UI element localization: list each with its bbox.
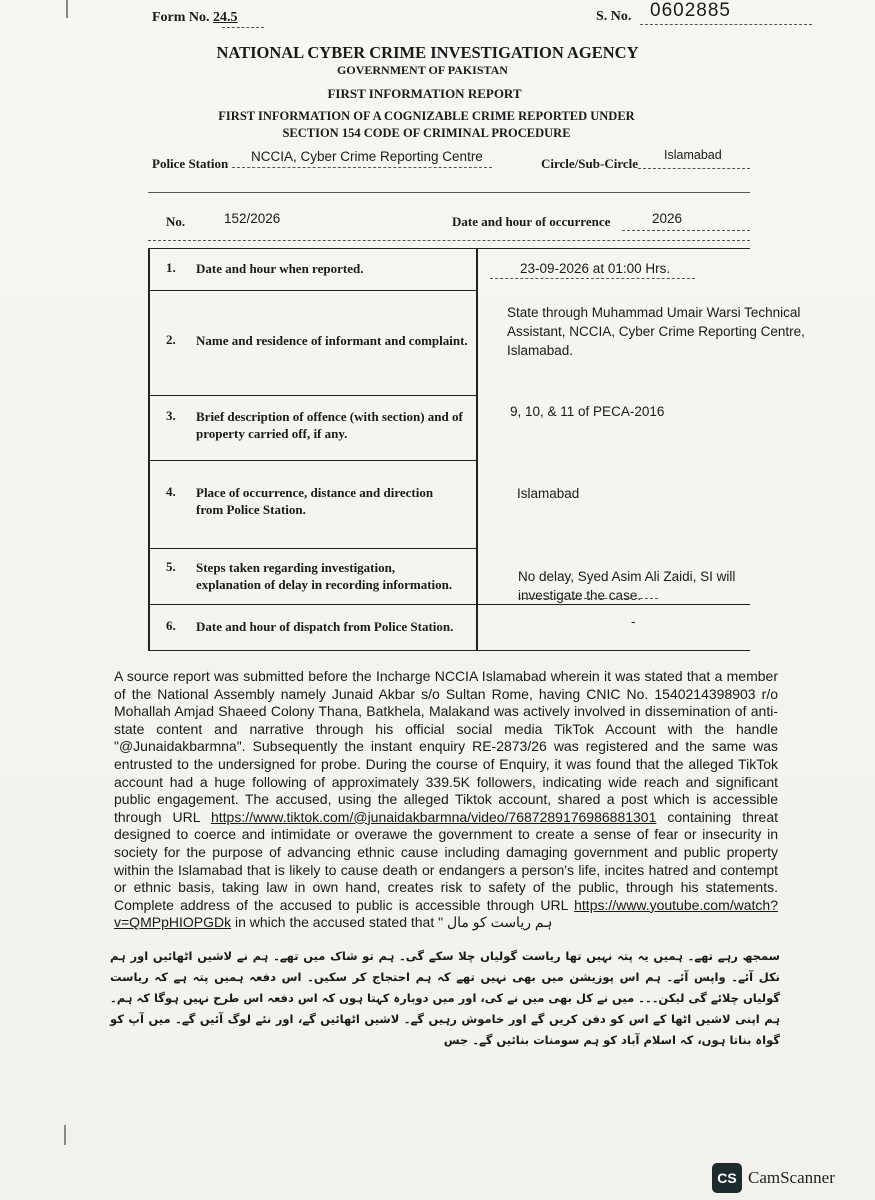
urdu-statement: سمجھ رہے تھے۔ ہمیں یہ پتہ نہیں تھا ریاست گولیاں چلا سکے گی۔ ہم تو شاک میں تھے۔ ہم نے لاشیں اٹھائیں اور ہم نکل آئے۔ واپس آئے۔ ہم اس پوزیشن میں بھی نہیں تھے کہ ہم احتجاج کر سکیں۔ اس دفعہ ہمیں پتہ ہے کہ ریاست گولیاں چلائے گی لیکن۔۔۔ میں نے کل بھی میں نے کی، اور میں دوبارہ کہتا ہوں کہ اس دفعہ اس طرح نہیں ہوگا کہ ہم۔ ہم اپنی لاشیں اٹھا کے اس کو دفن کریں گے اور خاموش رہیں گے۔ لاشیں اٹھائیں گے، اور نئے لوگ آئیں گے۔ میں آپ کو گواہ بناتا ہوں، کہ اسلام آباد کو ہم سومنات بنائیں گے۔ جس	[110, 949, 780, 1047]
row-value: 23-09-2026 at 01:00 Hrs.	[520, 261, 671, 276]
row-label: Date and hour when reported.	[196, 261, 364, 276]
row-number: 2.	[166, 332, 176, 347]
youtube-url[interactable]: https://www.youtube.com/watch?v=QMPpHIOPGDk	[114, 896, 778, 931]
occurrence-label: Date and hour of occurrence	[452, 214, 611, 229]
row-value: State through Muhammad Umair Warsi Technical Assistant, NCCIA, Cyber Crime Reporting Centre, Islamabad.	[507, 305, 805, 358]
row-value: Islamabad	[517, 486, 580, 501]
row-number: 6.	[166, 618, 176, 633]
government-name: GOVERNMENT OF PAKISTAN	[337, 63, 508, 77]
row-label: Name and residence of informant and complaint.	[196, 333, 468, 348]
police-station-value: NCCIA, Cyber Crime Reporting Centre	[251, 149, 483, 164]
row-value: No delay, Syed Asim Ali Zaidi, SI will investigate the case.	[518, 569, 736, 603]
camscanner-label: CamScanner	[748, 1168, 835, 1187]
report-title: FIRST INFORMATION REPORT	[327, 86, 522, 101]
case-no-label: No.	[166, 214, 186, 229]
scan-edge-mark	[64, 1125, 66, 1145]
report-subtitle-1: FIRST INFORMATION OF A COGNIZABLE CRIME REPORTED UNDER	[218, 109, 635, 123]
row-number: 3.	[166, 408, 176, 423]
tiktok-url[interactable]: https://www.tiktok.com/@junaidakbarmna/video/7687289176986881301	[210, 808, 657, 825]
row-label: Brief description of offence (with section) and of property carried off, if any.	[196, 409, 463, 441]
camscanner-watermark	[712, 1163, 835, 1193]
camscanner-logo-icon: CS	[712, 1163, 742, 1193]
row-value: -	[631, 614, 636, 629]
form-number: 24.5	[213, 10, 238, 25]
row-number: 5.	[166, 559, 176, 574]
row-label: Place of occurrence, distance and direction from Police Station.	[196, 485, 434, 517]
police-station-label: Police Station	[152, 156, 229, 171]
row-number: 4.	[166, 484, 176, 499]
scan-edge-mark	[66, 0, 68, 18]
row-value: 9, 10, & 11 of PECA-2016	[510, 404, 665, 419]
agency-name: NATIONAL CYBER CRIME INVESTIGATION AGENCY	[216, 43, 639, 62]
circle-label: Circle/Sub-Circle	[541, 156, 639, 171]
occurrence-value: 2026	[652, 211, 683, 226]
circle-value: Islamabad	[664, 148, 722, 162]
case-no-value: 152/2026	[224, 211, 281, 226]
narrative-text: A source report was submitted before the Incharge NCCIA Islamabad wherein it was stated that a member of the National Assembly namely Junaid Akbar s/o Sultan Rome, having CNIC No. 1540214398903 r/o Mohallah Amjad Shaeed Colony Thana, Batkhela, Malakand was actively involved in dissemination of anti-state content and narrative through his official social media TikTok Account with the handle "@Junaidakbarmna". Subsequently the instant enquiry RE-2873/26 was registered and the same was entrusted to the undersigned for probe. During the course of Enquiry, it was found that the alleged TikTok account had a huge following of approximately 339.5K followers, indicating wide reach and significant public engagement. The accused, using the alleged Tiktok account, shared a post which is accessible through URL https://www.tiktok.com/@junaidakbarmna/video/7687289176986881301 containing threat designed to coerce and intimidate or overawe the government to create a sense of fear or insecurity in society for the purpose of advancing ethnic cause including damaging government and public property within the Islamabad that is likely to cause death or endangers a person's life, incites hatred and contempt or ethnic basis, taking law in own hand, creates risk to safety of the public, through his statements. Complete address of the accused to public is accessible through URL https://www.youtube.com/watch?v=QMPpHIOPGDk in which the accused stated that " ہم ریاست کو مال	[114, 668, 779, 931]
serial-number-label: S. No.	[596, 9, 632, 24]
row-label: Steps taken regarding investigation, explanation of delay in recording information.	[196, 560, 453, 592]
row-number: 1.	[166, 260, 176, 275]
report-subtitle-2: SECTION 154 CODE OF CRIMINAL PROCEDURE	[282, 126, 571, 140]
form-number-label: Form No. 24.5	[152, 10, 238, 25]
row-label: Date and hour of dispatch from Police Station.	[196, 619, 454, 634]
serial-number: 0602885	[650, 0, 731, 21]
